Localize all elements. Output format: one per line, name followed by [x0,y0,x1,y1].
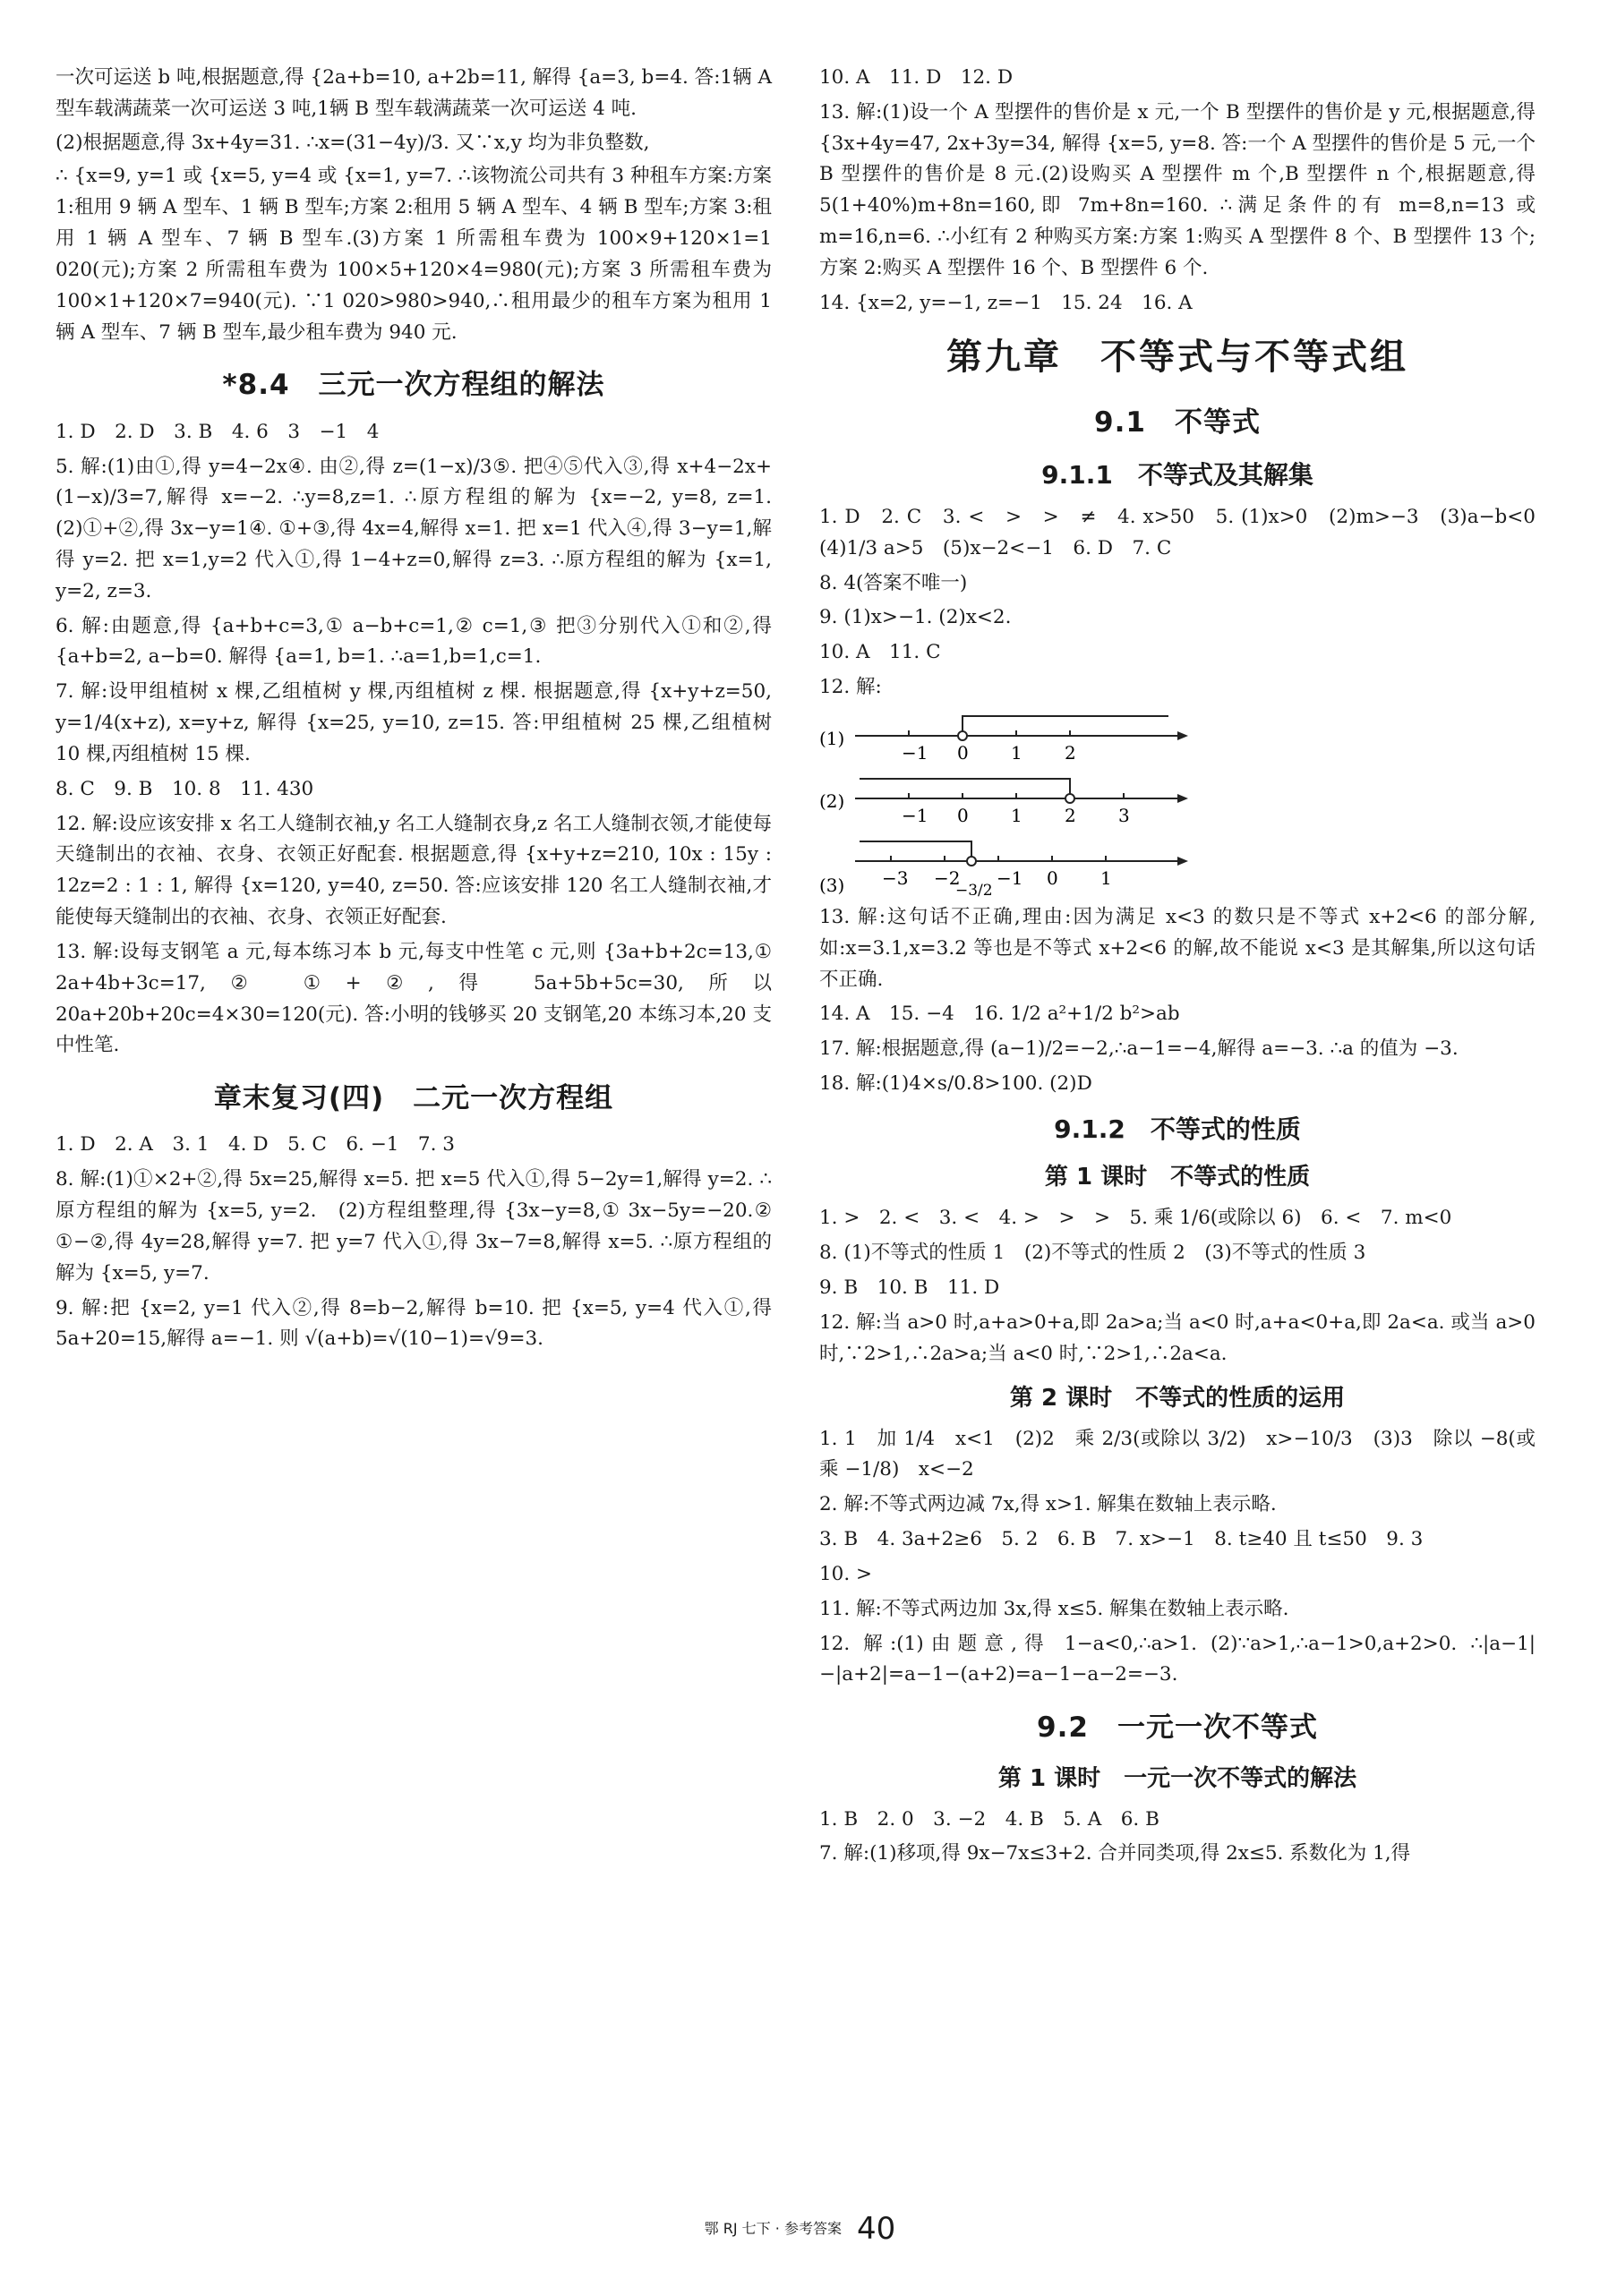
tick-label: −1 [902,741,928,764]
lesson-title-2: 第 2 课时 不等式的性质的运用 [1009,1384,1346,1412]
number-line-3 [819,834,1536,899]
lesson-title-1: 第 1 课时 不等式的性质 [1044,1164,1311,1191]
answer-item: 1. D 2. A 3. 1 4. D 5. C 6. −1 7. 3 [56,1133,455,1157]
answer-item: 14. {x=2, y=−1, z=−1 15. 24 16. A [819,291,1193,314]
right-column [819,63,1555,1874]
answer-item: 8. C 9. B 10. 8 11. 430 [56,777,314,800]
answer-item: 10. A 11. C [819,641,941,664]
subsection-title-9-1-2: 9.1.2 不等式的性质 [1054,1114,1301,1144]
tick-label: 0 [957,741,969,764]
answer-item: 1. 1 加 1/4 x<1 (2)2 乘 2/3(或除以 3/2) x>−10/3 (3)3 除以 −8(或乘 −1/8) x<−2 [819,1427,1536,1481]
answer-item: 11. 解:不等式两边加 3x,得 x≤5. 解集在数轴上表示略. [819,1597,1289,1620]
tick-label: −1 [997,866,1023,889]
answer-item: 8. (1)不等式的性质 1 (2)不等式的性质 2 (3)不等式的性质 3 [819,1242,1366,1265]
answer-item: 5. 解:(1)由①,得 y=4−2x④. 由②,得 z=(1−x)/3⑤. 把④⑤代入③,得 x+4−2x+(1−x)/3=7,解得 x=−2. ∴y=8,z=1. ∴原方程组的解为 {x=−2, y=8, z=1. (2)①+②,得 3x−y=1④. ①+③,得 4x=4,解得 x=1. 把 x=1 代入④,得 3−y=1,解得 y=2. 把 x=1,y=2 代入①,得 1−4+z=0,解得 z=3. ∴原方程组的解为 {x=1, y=2, z=3. [56,455,791,602]
text-line: 一次可运送 b 吨,根据题意,得 {2a+b=10, a+2b=11, 解得 {a=3, b=4. 答:1辆 A 型车载满蔬菜一次可运送 3 吨,1辆 B 型车载满蔬菜一次可运送 4 吨. [56,66,772,120]
answer-item: 12. 解:当 a>0 时,a+a>0+a,即 2a>a;当 a<0 时,a+a<0+a,即 2a<a. 或当 a>0 时,∵2>1,∴2a>a;当 a<0 时,∵2>1,∴2a<a. [819,1310,1536,1365]
section-title-9-2: 9.2 一元一次不等式 [1037,1711,1318,1745]
answer-item: 1. B 2. 0 3. −2 4. B 5. A 6. B [819,1807,1159,1831]
tick-label: −3 [882,866,909,889]
text-line: (2)根据题意,得 3x+4y=31. ∴x=(31−4y)/3. 又∵x,y 均为非负整数, [56,131,650,154]
section-title-review: 章末复习(四) 二元一次方程组 [213,1082,614,1115]
answer-item: 8. 4(答案不唯一) [819,571,968,594]
answer-item: 13. 解:(1)设一个 A 型摆件的售价是 x 元,一个 B 型摆件的售价是 y 元,根据题意,得 {3x+4y=47, 2x+3y=34, 解得 {x=5, y=8. 答:一个 A 型摆件的售价是 5 元,一个 B 型摆件的售价是 8 元.(2)设购买 A 型摆件 m 个,B 型摆件 n 个,根据题意,得 5(1+40%)m+8n=160,即 7m+8n=160. ∴满足条件的有 m=8,n=13 或 m=16,n=6. ∴小红有 2 种购买方案:方案 1:购买 A 型摆件 8 个、B 型摆件 13 个;方案 2:购买 A 型摆件 16 个、B 型摆件 6 个. [819,100,1536,279]
tick-label: 0 [1047,866,1058,889]
tick-label: 2 [1065,741,1076,764]
tick-label: 1 [1011,741,1022,764]
answer-item: 1. D 2. C 3. < > > ≠ 4. x>50 5. (1)x>0 (2)m>−3 (3)a−b<0 (4)1/3 a>5 (5)x−2<−1 6. D 7. C [819,506,1555,559]
text-line: ∴ {x=9, y=1 或 {x=5, y=4 或 {x=1, y=7. ∴该物流公司共有 3 种租车方案:方案 1:租用 9 辆 A 型车、1 辆 B 型车;方案 2:租用 5 辆 A 型车、4 辆 B 型车;方案 3:租用 1 辆 A 型车、7 辆 B 型车.(3)方案 1 所需租车费为 100×9+120×1=1 020(元);方案 2 所需租车费为 100×5+120×4=980(元);方案 3 所需租车费为 100×1+120×7=940(元). ∵1 020>980>940,∴租用最少的租车方案为租用 1 辆 A 型车、7 辆 B 型车,最少租车费为 940 元. [56,165,772,344]
page-footer [0,2211,1600,2247]
number-line-1 [819,709,1536,766]
section-title-8-4: *8.4 三元一次方程组的解法 [222,369,605,402]
tick-label: 2 [1065,804,1076,826]
answer-item: 3. B 4. 3a+2≥6 5. 2 6. B 7. x>−1 8. t≥40 且 t≤50 9. 3 [819,1528,1424,1551]
tick-label: 1 [1011,804,1022,826]
number-line-2 [819,772,1536,829]
answer-item: 18. 解:(1)4×s/0.8>100. (2)D [819,1072,1092,1096]
tick-label: 3 [1118,804,1130,826]
answer-item: 8. 解:(1)①×2+②,得 5x=25,解得 x=5. 把 x=5 代入①,得 5−2y=1,解得 y=2. ∴原方程组的解为 {x=5, y=2. (2)方程组整理,得 {3x−y=8,① 3x−5y=−20.② ①−②,得 4y=28,解得 y=7. 把 y=7 代入①,得 3x−7=8,解得 x=5. ∴原方程组的解为 {x=5, y=7. [56,1168,772,1285]
answer-item: 14. A 15. −4 16. 1/2 a²+1/2 b²>ab [819,1003,1180,1026]
answer-item: 7. 解:(1)移项,得 9x−7x≤3+2. 合并同类项,得 2x≤5. 系数化为 1,得 [819,1842,1411,1865]
footer-label: 鄂 RJ 七下 · 参考答案 [704,2220,842,2237]
answer-item: 10. A 11. D 12. D [819,66,1014,89]
answer-item: 9. (1)x>−1. (2)x<2. [819,606,1012,629]
answer-item: 13. 解:设每支钢笔 a 元,每本练习本 b 元,每支中性笔 c 元,则 {3a+b+2c=13,① 2a+4b+3c=17,② ①+②,得 5a+5b+5c=30,所以 20a+20b+20c=4×30=120(元). 答:小明的钱够买 20 支钢笔,20 本练习本,20 支中性笔. [56,940,772,1057]
number-line-label: (2) [819,790,845,812]
number-line-label: (1) [819,727,845,749]
answer-item: 1. D 2. D 3. B 4. 6 3 −1 4 [56,420,380,443]
answer-item: 10. > [819,1562,873,1585]
tick-label: −2 [934,866,961,889]
answer-item: 12. 解:(1)由题意,得 1−a<0,∴a>1. (2)∵a>1,∴a−1>0,a+2>0. ∴|a−1|−|a+2|=a−1−(a+2)=a−1−a−2=−3. [819,1632,1536,1686]
answer-item: 12. 解: [819,676,882,699]
page-number: 40 [857,2211,896,2247]
section-title-9-1: 9.1 不等式 [1094,406,1261,440]
answer-item: 7. 解:设甲组植树 x 棵,乙组植树 y 棵,丙组植树 z 棵. 根据题意,得 {x+y+z=50, y=1/4(x+z), x=y+z, 解得 {x=25, y=10, z=15. 答:甲组植树 25 棵,乙组植树 10 棵,丙组植树 15 棵. [56,680,772,765]
tick-label: 0 [957,804,969,826]
tick-label: −3/2 [955,881,993,899]
answer-item: 17. 解:根据题意,得 (a−1)/2=−2,∴a−1=−4,解得 a=−3. ∴a 的值为 −3. [819,1037,1459,1061]
number-line-label: (3) [819,874,845,896]
lesson-title-9-2-1: 第 1 课时 一元一次不等式的解法 [997,1764,1357,1792]
tick-label: −1 [902,804,928,826]
tick-label: 1 [1100,866,1112,889]
chapter-title: 第九章 不等式与不等式组 [946,336,1408,378]
answer-item: 13. 解:这句话不正确,理由:因为满足 x<3 的数只是不等式 x+2<6 的部分解,如:x=3.1,x=3.2 等也是不等式 x+2<6 的解,故不能说 x<3 是其解集,所以这句话不正确. [819,905,1536,991]
answer-item: 9. 解:把 {x=2, y=1 代入②,得 8=b−2,解得 b=10. 把 {x=5, y=4 代入①,得 5a+20=15,解得 a=−1. 则 √(a+b)=√(10−1)=√9=3. [56,1296,772,1351]
answer-item: 1. > 2. < 3. < 4. > > > 5. 乘 1/6(或除以 6) 6. < 7. m<0 [819,1207,1452,1230]
answer-item: 9. B 10. B 11. D [819,1276,1000,1300]
answer-item: 6. 解:由题意,得 {a+b+c=3,① a−b+c=1,② c=1,③ 把③分别代入①和②,得 {a+b=2, a−b=0. 解得 {a=1, b=1. ∴a=1,b=1,c=1. [56,614,772,669]
left-column [56,63,791,1359]
answer-item: 2. 解:不等式两边减 7x,得 x>1. 解集在数轴上表示略. [819,1493,1277,1516]
answer-item: 12. 解:设应该安排 x 名工人缝制衣袖,y 名工人缝制衣身,z 名工人缝制衣领,才能使每天缝制出的衣袖、衣身、衣领正好配套. 根据题意,得 {x+y+z=210, 10x : 15y : 12z=2 : 1 : 1, 解得 {x=120, y=40, z=50. 答:应该安排 120 名工人缝制衣袖,才能使每天缝制出的衣袖、衣身、衣领正好配套. [56,812,772,929]
subsection-title-9-1-1: 9.1.1 不等式及其解集 [1041,459,1313,490]
